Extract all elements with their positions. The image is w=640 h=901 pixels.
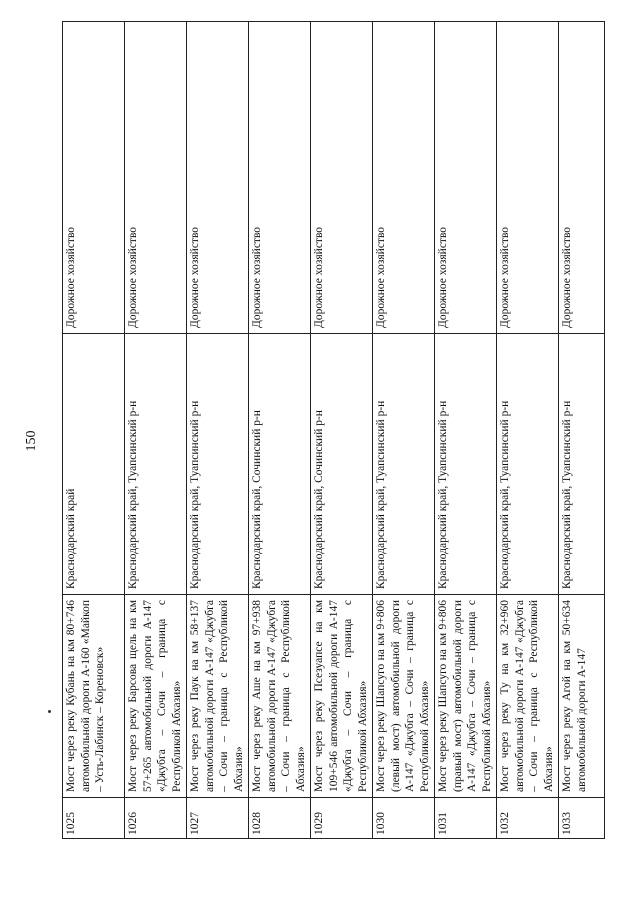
object-location: Краснодарский край, Туапсинский р-н	[373, 334, 435, 595]
object-type: Дорожное хозяйство	[63, 22, 125, 334]
row-number: 1031	[435, 798, 497, 839]
object-location: Краснодарский край, Туапсинский р-н	[435, 334, 497, 595]
row-number: 1029	[311, 798, 373, 839]
object-type: Дорожное хозяйство	[125, 22, 187, 334]
object-type: Дорожное хозяйство	[435, 22, 497, 334]
object-name: Мост через реку Псезуапсе на км 109+546 автомобильной дороги А-147 «Джубга – Сочи – граница с Республикой Абхазия»	[311, 595, 373, 798]
object-location: Краснодарский край, Сочинский р-н	[311, 334, 373, 595]
page-number: 150	[24, 430, 39, 452]
object-type: Дорожное хозяйство	[373, 22, 435, 334]
object-name: Мост через реку Паук на км 58+137 автомобильной дороги А-147 «Джубга – Сочи – граница с Республикой Абхазия»	[187, 595, 249, 798]
object-name: Мост через реку Шапсуго на км 9+806 (правый мост) автомобильной дороги А-147 «Джубга – Сочи – граница с Республикой Абхазия»	[435, 595, 497, 798]
object-location: Краснодарский край, Туапсинский р-н	[125, 334, 187, 595]
objects-table	[62, 21, 605, 839]
row-number: 1025	[63, 798, 125, 839]
object-location: Краснодарский край, Туапсинский р-н	[497, 334, 559, 595]
row-number: 1033	[559, 798, 605, 839]
ink-dot	[48, 710, 51, 713]
object-name: Мост через реку Шапсуго на км 9+806 (левый мост) автомобильной дороги А-147 «Джубга – Сочи – граница с Республикой Абхазия»	[373, 595, 435, 798]
object-location: Краснодарский край, Сочинский р-н	[249, 334, 311, 595]
row-number: 1030	[373, 798, 435, 839]
table-row	[373, 22, 435, 839]
object-type: Дорожное хозяйство	[187, 22, 249, 334]
table-row	[559, 22, 605, 839]
table-row	[249, 22, 311, 839]
object-type: Дорожное хозяйство	[497, 22, 559, 334]
object-name: Мост через реку Кубань на км 80+746 автомобильной дороги А-160 «Майкоп – Усть-Лабинск – Кореновск»	[63, 595, 125, 798]
object-type: Дорожное хозяйство	[311, 22, 373, 334]
object-name: Мост через реку Аше на км 97+938 автомобильной дороги А-147 «Джубга – Сочи – граница с Республикой Абхазия»	[249, 595, 311, 798]
table-row	[497, 22, 559, 839]
table-row	[311, 22, 373, 839]
object-name: Мост через реку Агой на км 50+634 автомобильной дороги А-147	[559, 595, 605, 798]
object-location: Краснодарский край, Туапсинский р-н	[187, 334, 249, 595]
row-number: 1028	[249, 798, 311, 839]
row-number: 1027	[187, 798, 249, 839]
object-name: Мост через реку Барсова щель на км 57+265 автомобильной дороги А-147 «Джубга – Сочи – граница с Республикой Абхазия»	[125, 595, 187, 798]
row-number: 1032	[497, 798, 559, 839]
object-name: Мост через реку Ту на км 32+960 автомобильной дороги А-147 «Джубга – Сочи – граница с Республикой Абхазия»	[497, 595, 559, 798]
table-row	[187, 22, 249, 839]
table-row	[435, 22, 497, 839]
object-type: Дорожное хозяйство	[249, 22, 311, 334]
object-location: Краснодарский край, Туапсинский р-н	[559, 334, 605, 595]
table-row	[125, 22, 187, 839]
object-location: Краснодарский край	[63, 334, 125, 595]
table-row	[63, 22, 125, 839]
object-type: Дорожное хозяйство	[559, 22, 605, 334]
row-number: 1026	[125, 798, 187, 839]
